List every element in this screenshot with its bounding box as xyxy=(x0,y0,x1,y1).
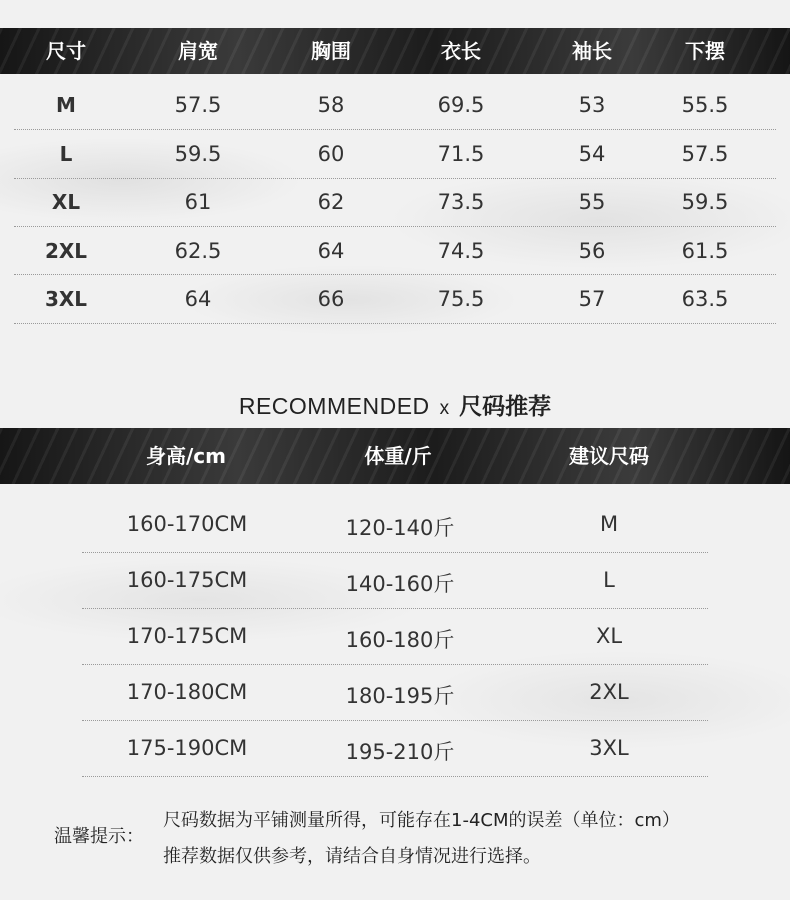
row-divider xyxy=(14,129,776,130)
shoulder-cell: 64 xyxy=(184,287,212,311)
hem-cell: 63.5 xyxy=(681,287,729,311)
suggested-size-cell: XL xyxy=(595,624,623,648)
recommend-title-cn: 尺码推荐 xyxy=(459,394,552,420)
height-cell: 160-170CM xyxy=(126,512,248,536)
suggested-size-cell: 3XL xyxy=(589,736,629,760)
size-cell: XL xyxy=(51,190,81,214)
note-line-1: 尺码数据为平铺测量所得，可能存在1-4CM的误差（单位：cm） xyxy=(163,810,680,831)
recommend-table-header xyxy=(0,428,790,484)
size-table-header xyxy=(0,28,790,74)
suggested-size-cell: L xyxy=(603,568,615,592)
shoulder-cell: 61 xyxy=(184,190,212,214)
size-cell: M xyxy=(56,93,76,117)
note-label: 温馨提示： xyxy=(54,826,144,847)
header-shoulder: 肩宽 xyxy=(178,39,218,63)
hem-cell: 55.5 xyxy=(681,93,729,117)
header-size: 尺寸 xyxy=(46,39,86,63)
hem-cell: 61.5 xyxy=(681,239,729,263)
row-divider xyxy=(14,274,776,275)
header-suggested-size: 建议尺码 xyxy=(569,444,649,468)
row-divider xyxy=(82,776,708,777)
size-cell: 2XL xyxy=(44,239,88,263)
row-divider xyxy=(14,323,776,324)
length-cell: 73.5 xyxy=(437,190,485,214)
size-cell: 3XL xyxy=(44,287,88,311)
sleeve-cell: 57 xyxy=(578,287,606,311)
row-divider xyxy=(14,178,776,179)
chest-cell: 64 xyxy=(317,239,345,263)
recommend-title xyxy=(0,388,790,421)
hem-cell: 57.5 xyxy=(681,142,729,166)
height-cell: 175-190CM xyxy=(126,736,248,760)
weight-cell: 140-160斤 xyxy=(345,572,455,596)
sleeve-cell: 53 xyxy=(578,93,606,117)
header-hem: 下摆 xyxy=(685,39,725,63)
header-chest: 胸围 xyxy=(311,39,351,63)
sleeve-cell: 56 xyxy=(578,239,606,263)
chest-cell: 58 xyxy=(317,93,345,117)
length-cell: 75.5 xyxy=(437,287,485,311)
chest-cell: 60 xyxy=(317,142,345,166)
header-sleeve: 袖长 xyxy=(572,39,612,63)
chest-cell: 66 xyxy=(317,287,345,311)
weight-cell: 195-210斤 xyxy=(345,740,455,764)
weight-cell: 180-195斤 xyxy=(345,684,455,708)
header-height: 身高/cm xyxy=(146,444,226,468)
shoulder-cell: 57.5 xyxy=(174,93,222,117)
header-length: 衣长 xyxy=(441,39,481,63)
row-divider xyxy=(14,226,776,227)
chest-cell: 62 xyxy=(317,190,345,214)
shoulder-cell: 62.5 xyxy=(174,239,222,263)
size-cell: L xyxy=(59,142,73,166)
height-cell: 170-180CM xyxy=(126,680,248,704)
height-cell: 160-175CM xyxy=(126,568,248,592)
suggested-size-cell: 2XL xyxy=(589,680,629,704)
row-divider xyxy=(82,720,708,721)
row-divider xyxy=(82,608,708,609)
row-divider xyxy=(82,552,708,553)
weight-cell: 120-140斤 xyxy=(345,516,455,540)
row-divider xyxy=(82,664,708,665)
note-line-2: 推荐数据仅供参考，请结合自身情况进行选择。 xyxy=(163,846,541,867)
suggested-size-cell: M xyxy=(599,512,619,536)
recommend-title-separator: x xyxy=(439,398,450,419)
height-cell: 170-175CM xyxy=(126,624,248,648)
length-cell: 71.5 xyxy=(437,142,485,166)
length-cell: 74.5 xyxy=(437,239,485,263)
header-weight: 体重/斤 xyxy=(364,444,432,468)
sleeve-cell: 55 xyxy=(578,190,606,214)
recommend-title-en: RECOMMENDED xyxy=(238,393,430,419)
sleeve-cell: 54 xyxy=(578,142,606,166)
shoulder-cell: 59.5 xyxy=(174,142,222,166)
length-cell: 69.5 xyxy=(437,93,485,117)
weight-cell: 160-180斤 xyxy=(345,628,455,652)
hem-cell: 59.5 xyxy=(681,190,729,214)
